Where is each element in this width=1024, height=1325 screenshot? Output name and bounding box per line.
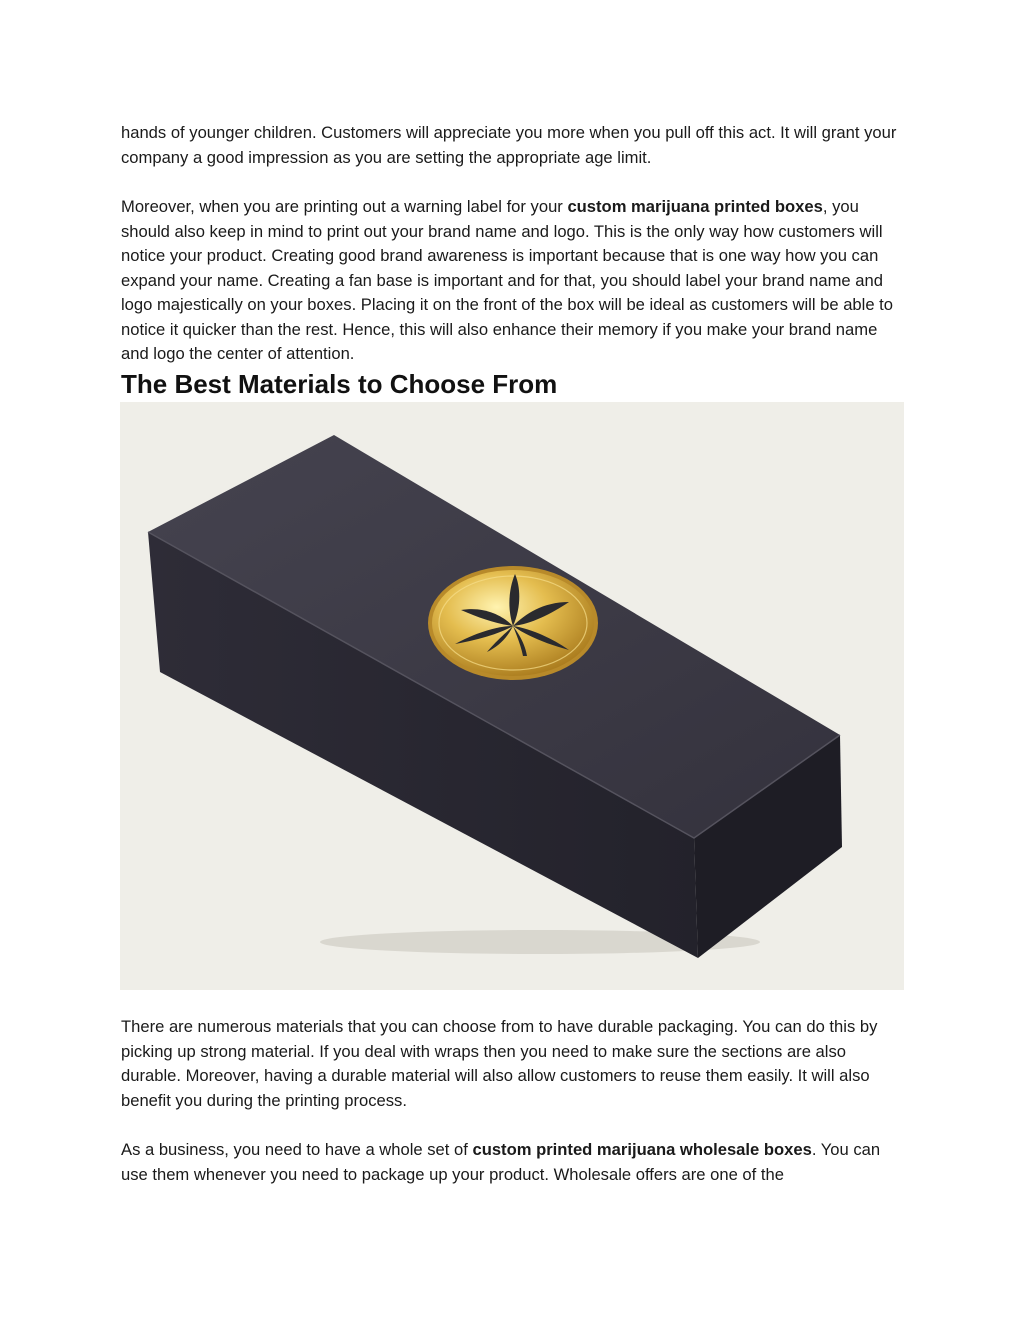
product-box-image bbox=[120, 402, 904, 990]
paragraph-wholesale: As a business, you need to have a whole set of custom printed marijuana wholesale boxes. You can use them whenever you need to package up your product. Wholesale offers are one of the bbox=[121, 1140, 881, 1184]
black-box-illustration bbox=[120, 402, 904, 990]
bold-keyword-custom-printed-marijuana-wholesale-boxes: custom printed marijuana wholesale boxes bbox=[472, 1140, 812, 1159]
paragraph-materials: There are numerous materials that you can choose from to have durable packaging. You can do this by picking up strong material. If you deal with wraps then you need to make sure the sections are also durable. Moreover, having a durable material will also allow customers to reuse them easily. It will also benefit you during the printing process. bbox=[121, 1017, 878, 1110]
bold-keyword-custom-marijuana-printed-boxes: custom marijuana printed boxes bbox=[567, 197, 823, 216]
section-heading: The Best Materials to Choose From bbox=[121, 369, 558, 399]
paragraph-age-limit: hands of younger children. Customers will appreciate you more when you pull off this act. It will grant your company a good impression as you are setting the appropriate age limit. bbox=[121, 123, 897, 167]
gold-emblem bbox=[428, 566, 598, 680]
paragraph-brand-logo: Moreover, when you are printing out a warning label for your custom marijuana printed boxes, you should also keep in mind to print out your brand name and logo. This is the only way how customers will notice your product. Creating good brand awareness is important because that is one way how you can expand your name. Creating a fan base is important and for that, you should label your brand name and logo majestically on your boxes. Placing it on the front of the box will be ideal as customers will be able to notice it quicker than the rest. Hence, this will also enhance their memory if you make your brand name and logo the center of attention. bbox=[121, 197, 894, 363]
